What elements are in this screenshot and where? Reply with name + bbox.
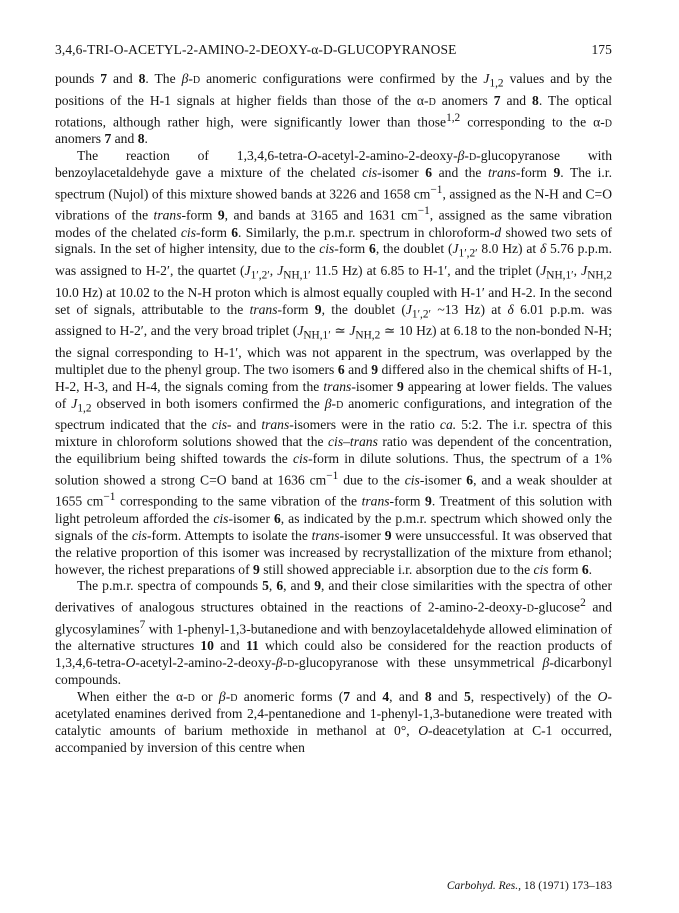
journal-name: Carbohyd. Res., <box>446 880 521 892</box>
paragraph: When either the α-d or β-d anomeric forms (7 and 4, and 8 and 5, respectively) of the O-acetylated enamines derived from 2,4-pentanedione and 1-phenyl-1,3-butanedione were treated with catalytic amounts of barium methoxide in methanol at 0°, O-deacetylation at C-1 occurred, accompanied by inversion of this centre when <box>55 688 612 755</box>
paragraph: The p.m.r. spectra of compounds 5, 6, and 9, and their close similarities with the spectra of other derivatives of analogous structures obtained in the reactions of 2-amino-2-deoxy-d-glucose$^2$ and glycosylamines$^7$ with 1-phenyl-1,3-butanedione and with benzoylacetaldehyde allowed elimination of the alternative structures 10 and 11 which could also be considered for the reaction products of 1,3,4,6-tetra-O-acetyl-2-amino-2-deoxy-β-d-glucopyranose with these unsymmetrical β-dicarbonyl compounds. <box>55 578 612 688</box>
page-number: 175 <box>591 42 612 57</box>
journal-citation <box>447 880 612 892</box>
running-header <box>55 42 612 62</box>
volume-year-pages: 18 (1971) 173–183 <box>523 880 612 892</box>
paragraph: pounds 7 and 8. The β-d anomeric configurations were confirmed by the $J_{1,2}$ values and by the positions of the H-1 signals at higher fields than those of the α-d anomers 7 and 8. The optical rotations, although rather high, were significantly lower than those$^{1,2}$ corresponding to the α-d anomers 7 and 8. <box>55 71 612 146</box>
body-text <box>55 71 612 757</box>
running-title: 3,4,6-TRI-O-ACETYL-2-AMINO-2-DEOXY-α-D-GLUCOPYRANOSE <box>55 42 457 57</box>
paragraph: The reaction of 1,3,4,6-tetra-O-acetyl-2-amino-2-deoxy-β-d-glucopyranose with benzoylacetaldehyde gave a mixture of the chelated cis-isomer 6 and the trans-form 9. The i.r. spectrum (Nujol) of this mixture showed bands at 3226 and 1658 $cm^{-1}$, assigned as the N-H and C=O vibrations of the trans-form 9, and bands at 3165 and 1631 $cm^{-1}$, assigned as the same vibration modes of the chelated cis-form 6. Similarly, the p.m.r. spectrum in chloroform-d showed two sets of signals. In the set of higher intensity, due to the cis-form 6, the doublet ($J_{1',2'}$ 8.0 Hz) at δ 5.76 p.p.m. was assigned to H-2′, the quartet ($J_{1',2'}$, $J_{NH,1'}$ 11.5 Hz) at 6.85 to H-1′, and the triplet ($J_{NH,1'}$, $J_{NH,2}$ 10.0 Hz) at 10.02 to the N-H proton which is almost equally coupled with H-1′ and H-2. In the second set of signals, attributable to the trans-form 9, the doublet ($J_{1',2'}$ ~13 Hz) at δ 6.01 p.p.m. was assigned to H-2′, and the very broad triplet ($J_{NH,1'}$ ≃ $J_{NH,2}$ ≃ 10 Hz) at 6.18 to the non-bonded N-H; the signal corresponding to H-1′, which was not apparent in the spectrum, was overlapped by the multiplet due to the phenyl group. The two isomers 6 and 9 differed also in the chemical shifts of H-1, H-2, H-3, and H-4, the signals coming from the trans-isomer 9 appearing at lower fields. The values of $J_{1,2}$ observed in both isomers confirmed the β-d anomeric configurations, and integration of the spectrum indicated that the cis- and trans-isomers were in the ratio ca. 5:2. The i.r. spectra of this mixture in chloroform solutions showed that the cis–trans ratio was dependent of the concentration, the equilibrium being shifted towards the cis-form in dilute solutions. Thus, the spectrum of a 1% solution showed a strong C=O band at 1636 $cm^{-1}$ due to the cis-isomer 6, and a weak shoulder at 1655 $cm^{-1}$ corresponding to the same vibration of the trans-form 9. Treatment of this solution with light petroleum afforded the cis-isomer 6, as indicated by the p.m.r. spectrum which showed only the signals of the cis-form. Attempts to isolate the trans-isomer 9 were unsuccessful. It was observed that the relative proportion of this isomer was increased by recrystallization of the mixture from ethanol; however, the richest preparations of 9 still showed appreciable i.r. absorption due to the cis form 6. <box>55 147 613 577</box>
